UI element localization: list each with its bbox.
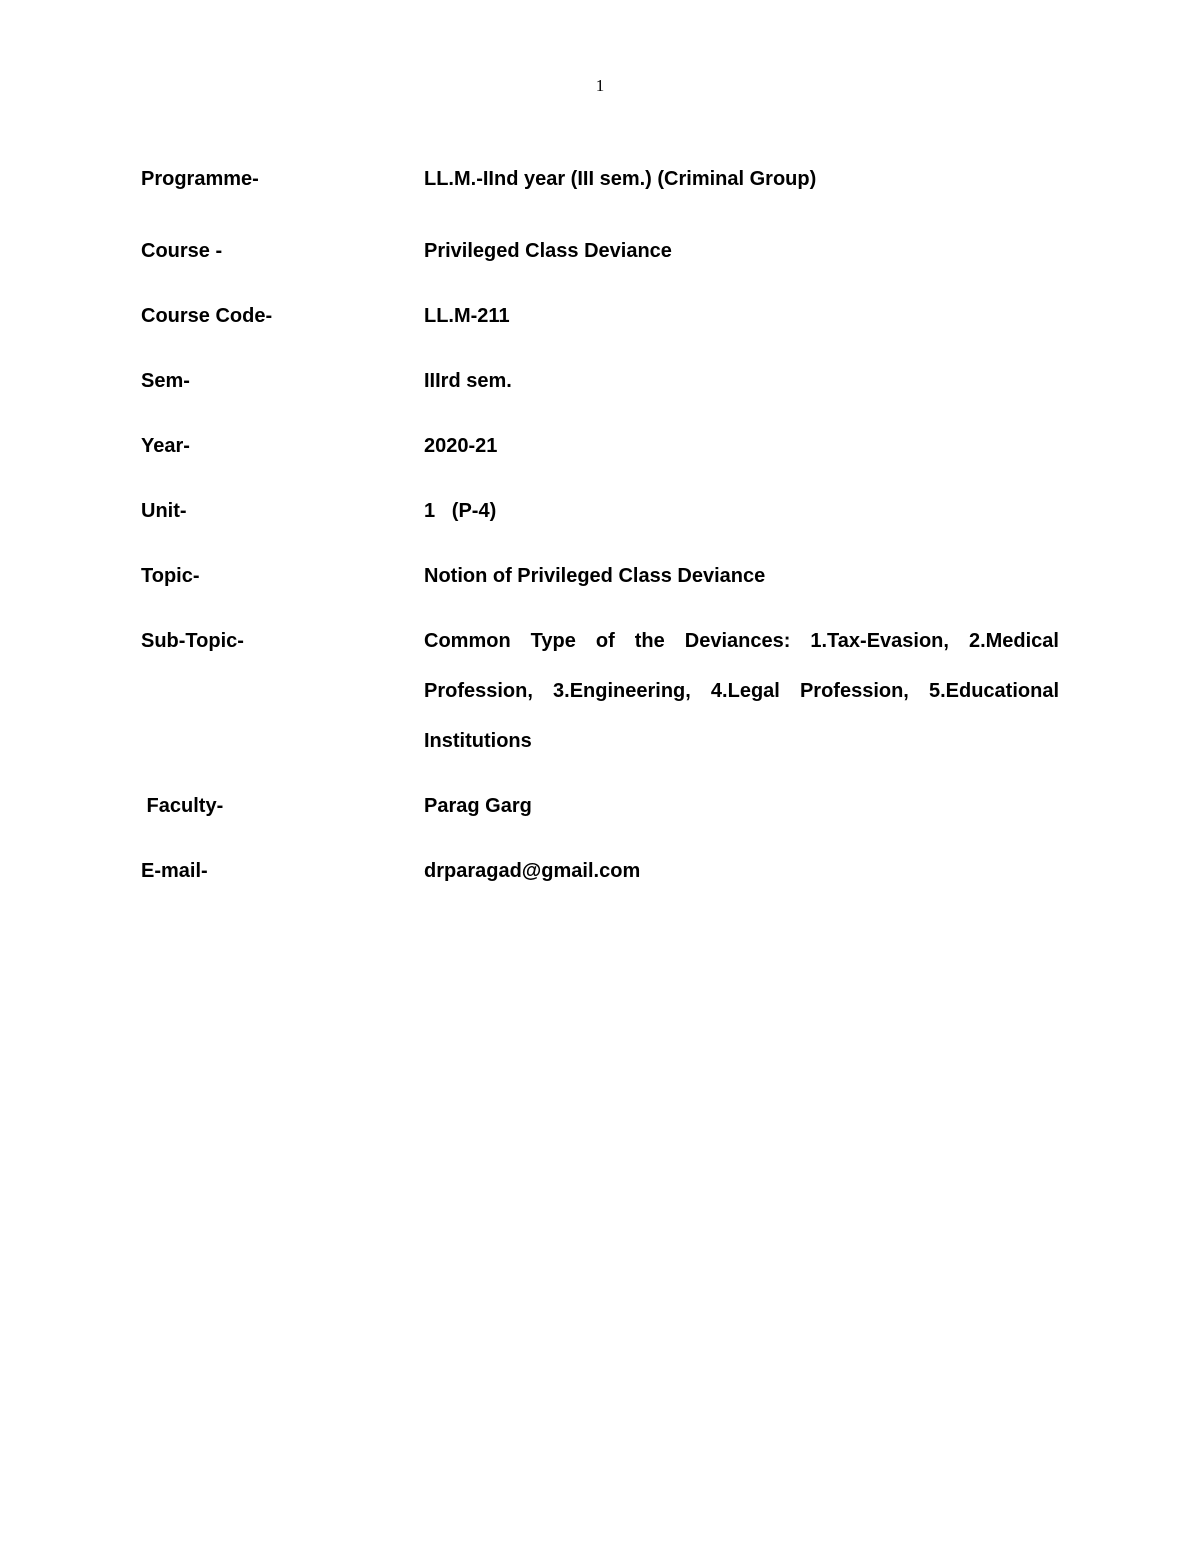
course-row: [141, 238, 1059, 264]
faculty-row: [141, 793, 1059, 819]
course-value: Privileged Class Deviance: [424, 240, 672, 262]
email-value: drparagad@gmail.com: [424, 860, 641, 882]
year-label: Year-: [141, 435, 190, 457]
course-code-value: LL.M-211: [424, 305, 510, 327]
unit-value: 1 (P-4): [424, 500, 497, 522]
sem-label: Sem-: [141, 370, 190, 392]
sub-topic-value: [424, 616, 1059, 766]
sub-topic-label: Sub-Topic-: [141, 630, 244, 652]
unit-label: Unit-: [141, 500, 187, 522]
course-code-row: [141, 303, 1059, 329]
faculty-value: Parag Garg: [424, 795, 532, 817]
programme-label: Programme-: [141, 168, 259, 190]
programme-value: LL.M.-IInd year (III sem.) (Criminal Group): [424, 168, 817, 190]
email-row: [141, 858, 1059, 884]
sem-value: IIIrd sem.: [424, 370, 512, 392]
sub-topic-line: Common Type of the Deviances: 1.Tax-Evasion, 2.Medical: [424, 630, 1059, 652]
year-value: 2020-21: [424, 435, 498, 457]
faculty-label: Faculty-: [141, 795, 224, 817]
sub-topic-line: Institutions: [424, 730, 532, 752]
topic-label: Topic-: [141, 565, 200, 587]
course-code-label: Course Code-: [141, 305, 273, 327]
course-info-table: [141, 166, 1059, 884]
unit-row: [141, 498, 1059, 524]
page-number: 1: [595, 76, 605, 95]
topic-value: Notion of Privileged Class Deviance: [424, 565, 766, 587]
sem-row: [141, 368, 1059, 394]
year-row: [141, 433, 1059, 459]
sub-topic-row: [141, 628, 1059, 766]
topic-row: [141, 563, 1059, 589]
email-label: E-mail-: [141, 860, 208, 882]
sub-topic-line: Profession, 3.Engineering, 4.Legal Profession, 5.Educational: [424, 680, 1059, 702]
programme-row: [141, 166, 1059, 192]
course-label: Course -: [141, 240, 223, 262]
